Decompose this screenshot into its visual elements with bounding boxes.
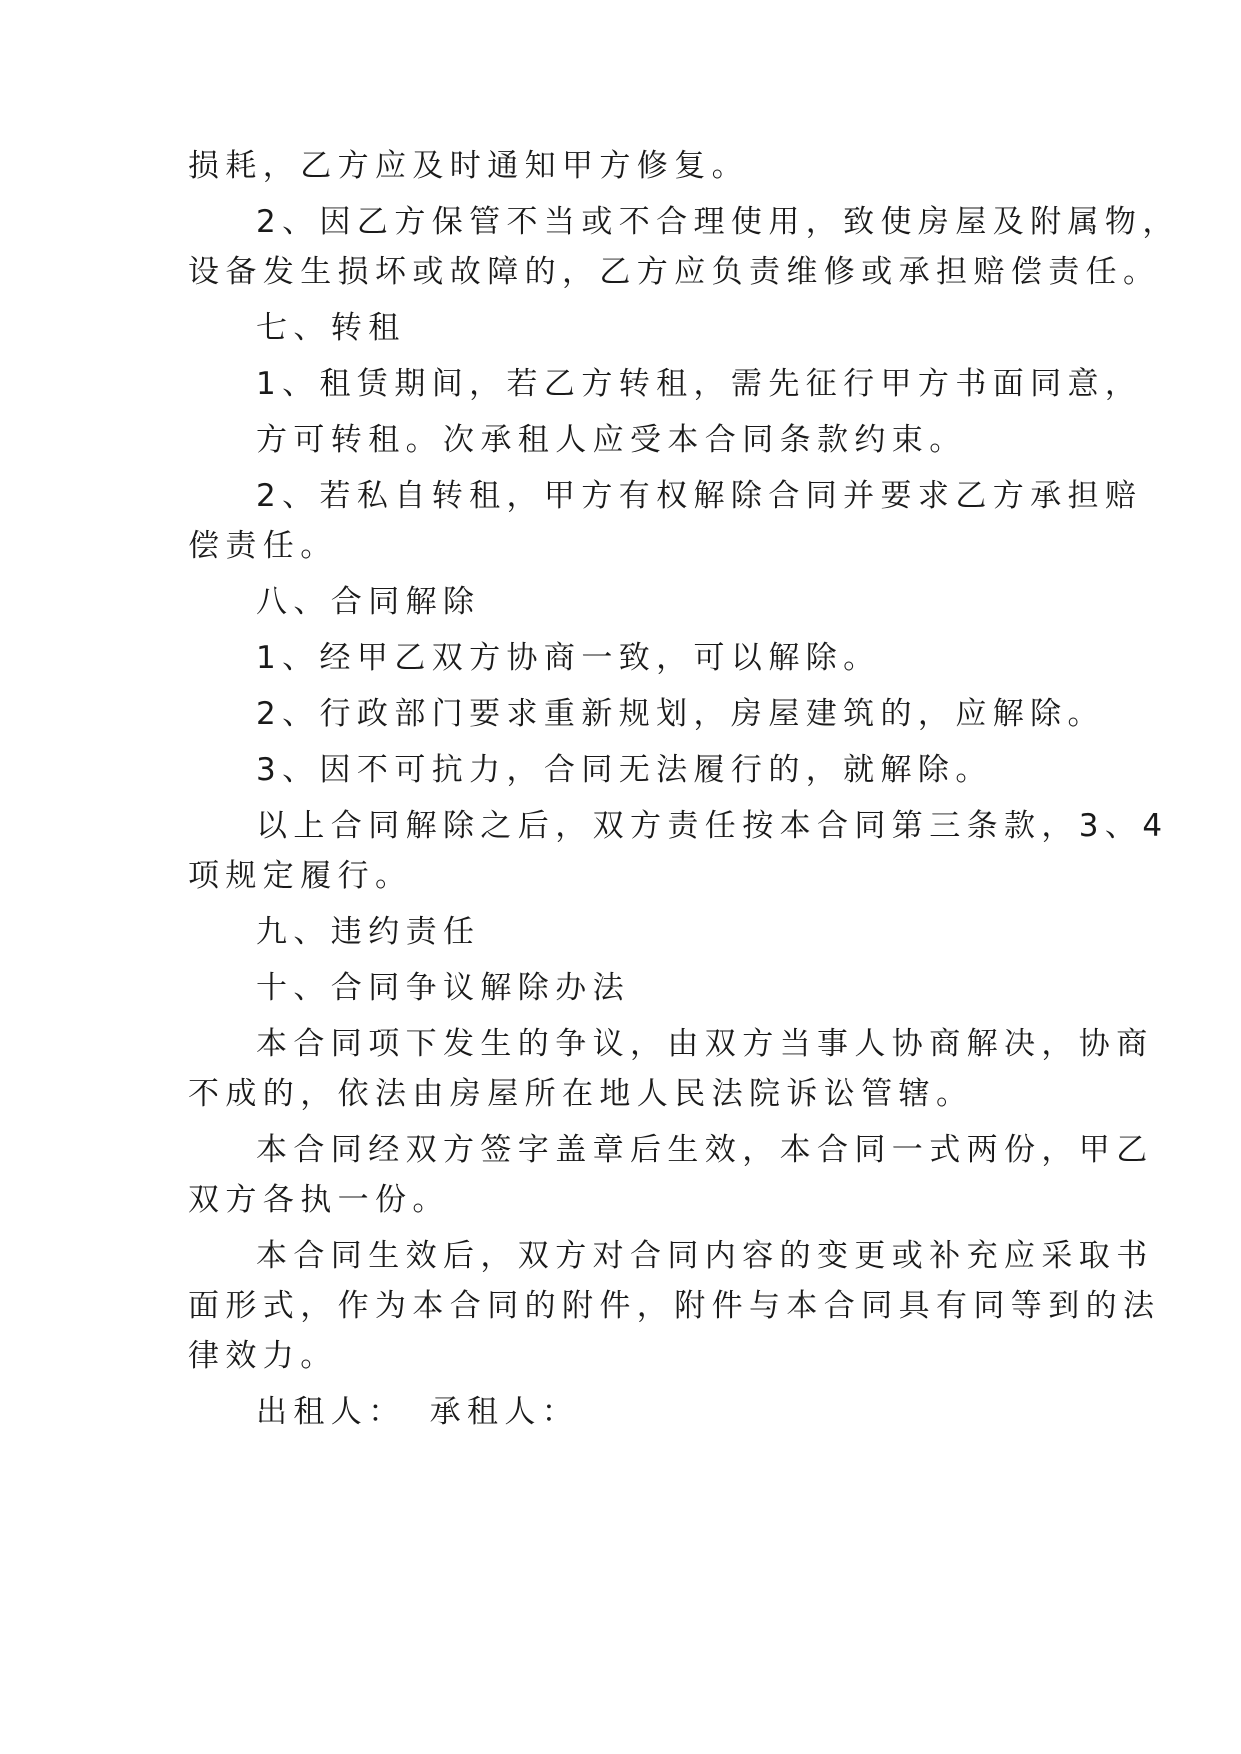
signature-line bbox=[256, 1394, 579, 1430]
paragraph-line: 损耗，乙方应及时通知甲方修复。 bbox=[188, 148, 749, 184]
paragraph-line: 双方各执一份。 bbox=[188, 1182, 450, 1218]
lessee-label: 承租人： bbox=[429, 1394, 580, 1430]
paragraph-line: 偿责任。 bbox=[188, 528, 338, 564]
paragraph-line: 方可转租。次承租人应受本合同条款约束。 bbox=[256, 422, 967, 458]
paragraph-line: 以上合同解除之后，双方责任按本合同第三条款，3、4 bbox=[256, 808, 1169, 844]
paragraph-line: 1、租赁期间，若乙方转租，需先征行甲方书面同意， bbox=[256, 366, 1143, 402]
section-heading: 八、合同解除 bbox=[256, 584, 481, 620]
paragraph-line: 本合同经双方签字盖章后生效，本合同一式两份，甲乙 bbox=[256, 1132, 1154, 1168]
paragraph-line: 面形式，作为本合同的附件，附件与本合同具有同等到的法 bbox=[188, 1288, 1161, 1324]
paragraph-line: 2、若私自转租，甲方有权解除合同并要求乙方承担赔 bbox=[256, 478, 1143, 514]
paragraph-line: 不成的，依法由房屋所在地人民法院诉讼管辖。 bbox=[188, 1076, 974, 1112]
section-heading: 七、转租 bbox=[256, 310, 406, 346]
section-heading: 十、合同争议解除办法 bbox=[256, 970, 630, 1006]
paragraph-line: 本合同项下发生的争议，由双方当事人协商解决，协商 bbox=[256, 1026, 1154, 1062]
paragraph-line: 设备发生损坏或故障的，乙方应负责维修或承担赔偿责任。 bbox=[188, 254, 1161, 290]
lessor-label: 出租人： bbox=[256, 1394, 406, 1430]
paragraph-line: 1、经甲乙双方协商一致，可以解除。 bbox=[256, 640, 881, 676]
paragraph-line: 项规定履行。 bbox=[188, 858, 413, 894]
paragraph-line: 2、行政部门要求重新规划，房屋建筑的，应解除。 bbox=[256, 696, 1105, 732]
paragraph-line: 2、因乙方保管不当或不合理使用，致使房屋及附属物， bbox=[256, 204, 1180, 240]
paragraph-line: 本合同生效后，双方对合同内容的变更或补充应采取书 bbox=[256, 1238, 1154, 1274]
section-heading: 九、违约责任 bbox=[256, 914, 481, 950]
paragraph-line: 3、因不可抗力，合同无法履行的，就解除。 bbox=[256, 752, 993, 788]
paragraph-line: 律效力。 bbox=[188, 1338, 338, 1374]
